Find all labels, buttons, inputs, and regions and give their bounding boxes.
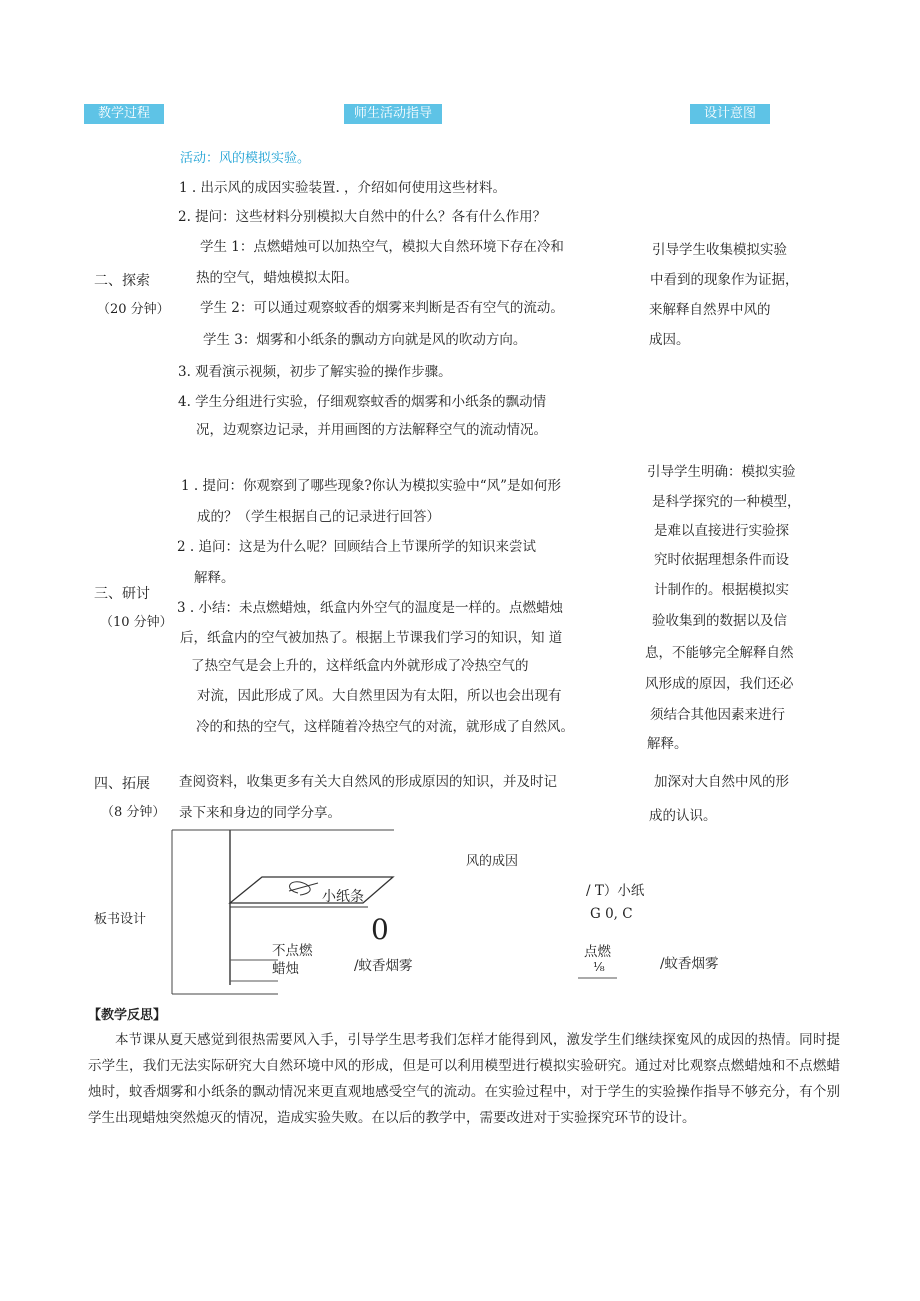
discuss-line-9: 冷的和热的空气，这样随着冷热空气的对流，就形成了自然风。 <box>196 719 574 735</box>
lit-label: 点燃 <box>584 944 611 960</box>
section-explore-title: 二、探索 <box>94 273 150 289</box>
extend-line-2: 录下来和身边的同学分享。 <box>179 805 341 821</box>
discuss-line-4: 解释。 <box>194 570 235 586</box>
discuss-line-6: 后，纸盒内的空气被加热了。根据上节课我们学习的知识，知 道 <box>180 630 563 646</box>
paper-strip-label: 小纸条 <box>322 889 364 905</box>
explore-line-2: 2. 提问：这些材料分别模拟大自然中的什么？各有什么作用？ <box>178 209 547 225</box>
discuss-intent-7: 息，不能够完全解释自然 <box>645 645 794 661</box>
reflection-text: 本节课从夏天感觉到很热需要风入手，引导学生思考我们怎样才能得到风，激发学生们继续探寃风的成因的热情。同时提示学生，我们无法实际研究大自然环境中风的形成，但是可以利用模型进行模拟实验研究。通过对比观察点燃蜡烛和不点燃蜡烛时，蚊香烟雾和小纸条的飘动情况来更直观地感受空气的流动。在实验过程中，对于学生的实验操作指导不够充分，有个别学生出现蜡烛突然熄灭的情况，造成实验失败。在以后的教学中，需要改进对于实验探究环节的设计。 <box>88 1032 840 1126</box>
discuss-intent-5: 计制作的。根据模拟实 <box>654 582 789 598</box>
mosquito-smoke-right: /蚊香烟雾 <box>660 956 719 972</box>
right-annotation: G 0, C <box>590 906 633 922</box>
explore-line-3: 学生 1：点燃蜡烛可以加热空气，模拟大自然环境下存在冷和 <box>200 239 564 255</box>
discuss-line-2: 成的？（学生根据自己的记录进行回答） <box>197 509 440 525</box>
explore-line-1: 1 . 出示风的成因实验装置. ，介绍如何使用这些材料。 <box>179 180 507 196</box>
explore-line-6: 学生 3：烟雾和小纸条的飘动方向就是风的吹动方向。 <box>203 332 527 348</box>
mosquito-smoke-left: /蚊香烟雾 <box>354 958 413 974</box>
extend-intent-2: 成的认识。 <box>649 808 717 824</box>
extend-line-1: 查阅资料，收集更多有关大自然风的形成原因的知识，并及时记 <box>179 774 557 790</box>
discuss-intent-3: 是难以直接进行实验探 <box>654 523 789 539</box>
explore-intent-3: 来解释自然界中风的 <box>649 302 771 318</box>
discuss-line-5: 3 . 小结：未点燃蜡烛，纸盒内外空气的温度是一样的。点燃蜡烛 <box>177 600 563 616</box>
explore-intent-2: 中看到的现象作为证据， <box>650 272 799 288</box>
discuss-intent-8: 风形成的原因，我们还必 <box>645 676 794 692</box>
discuss-line-1: 1 . 提问：你观察到了哪些现象?你认为模拟实验中“风”是如何形 <box>181 478 562 494</box>
paper-strip-right: / T）小纸 <box>586 883 645 899</box>
explore-line-9: 况，边观察边记录，并用画图的方法解释空气的流动情况。 <box>196 422 547 438</box>
discuss-intent-10: 解释。 <box>647 736 688 752</box>
explore-intent-4: 成因。 <box>649 332 690 348</box>
unlit-label-2: 蜡烛 <box>272 961 299 977</box>
explore-line-4: 热的空气，蜡烛模拟太阳。 <box>196 270 358 286</box>
board-title: 风的成因 <box>466 854 519 869</box>
discuss-line-3: 2 . 追问：这是为什么呢？回顾结合上节课所学的知识来尝试 <box>177 539 536 555</box>
discuss-line-7: 了热空气是会上升的，这样纸盒内外就形成了冷热空气的 <box>191 658 529 674</box>
header-process: 教学过程 <box>84 104 164 124</box>
discuss-intent-2: 是科学探究的一种模型， <box>652 494 801 510</box>
fraction-mark: ⅛ <box>593 960 605 974</box>
extend-intent-1: 加深对大自然中风的形 <box>654 774 789 790</box>
section-discuss-duration: （10 分钟） <box>100 615 173 630</box>
discuss-intent-6: 验收集到的数据以及信 <box>652 613 787 629</box>
discuss-intent-1: 引导学生明确：模拟实验 <box>647 464 796 480</box>
section-discuss-title: 三、研讨 <box>94 586 150 602</box>
discuss-intent-4: 究时依据理想条件而设 <box>654 552 789 568</box>
activity-title: 活动：风的模拟实验。 <box>180 151 311 166</box>
explore-line-7: 3. 观看演示视频，初步了解实验的操作步骤。 <box>178 364 452 380</box>
header-design-intent: 设计意图 <box>690 104 770 124</box>
section-extend-title: 四、拓展 <box>94 776 150 792</box>
unlit-label-1: 不点燃 <box>272 943 313 959</box>
explore-intent-1: 引导学生收集模拟实验 <box>652 242 787 258</box>
header-activity-guidance: 师生活动指导 <box>344 104 442 124</box>
section-explore-duration: （20 分钟） <box>97 302 170 317</box>
section-extend-duration: （8 分钟） <box>101 805 166 820</box>
zero-mark: 0 <box>371 913 389 946</box>
paper-box-top <box>230 877 393 903</box>
board-design-label: 板书设计 <box>94 912 147 927</box>
reflection-title: 【教学反思】 <box>88 1008 167 1023</box>
discuss-intent-9: 须结合其他因素来进行 <box>650 707 785 723</box>
discuss-line-8: 对流，因此形成了风。大自然里因为有太阳，所以也会出现有 <box>197 688 562 704</box>
explore-line-5: 学生 2：可以通过观察蚊香的烟雾来判断是否有空气的流动。 <box>200 300 564 316</box>
explore-line-8: 4. 学生分组进行实验，仔细观察蚊香的烟雾和小纸条的飘动情 <box>178 394 547 410</box>
